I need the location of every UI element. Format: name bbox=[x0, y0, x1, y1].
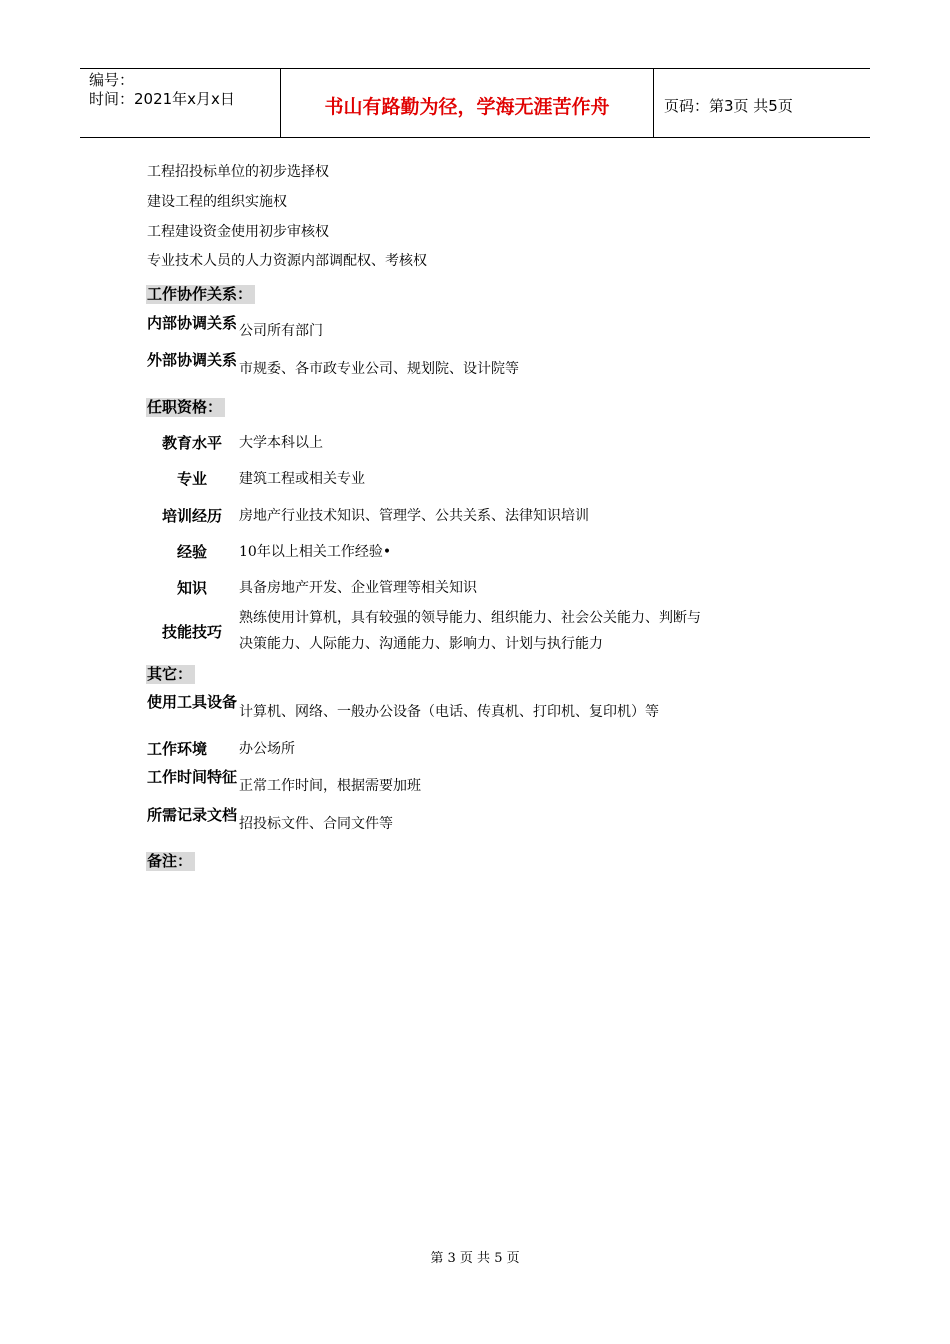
internal-coordination-label: 内部协调关系 bbox=[147, 314, 238, 332]
page-footer: 第 3 页 共 5 页 bbox=[430, 1251, 520, 1266]
experience-label: 经验 bbox=[176, 543, 207, 561]
records-value: 招投标文件、合同文件等 bbox=[239, 816, 393, 832]
environment-value: 办公场所 bbox=[239, 741, 295, 757]
training-value: 房地产行业技术知识、管理学、公共关系、法律知识培训 bbox=[239, 508, 589, 524]
document-date: 时间：2021年x月x日 bbox=[89, 90, 235, 108]
major-value: 建筑工程或相关专业 bbox=[239, 471, 365, 487]
knowledge-label: 知识 bbox=[176, 579, 207, 597]
knowledge-value: 具备房地产开发、企业管理等相关知识 bbox=[239, 580, 477, 596]
education-value: 大学本科以上 bbox=[239, 435, 323, 451]
training-label: 培训经历 bbox=[161, 507, 222, 525]
skills-value-line1: 熟练使用计算机，具有较强的领导能力、组织能力、社会公关能力、判断与 bbox=[239, 610, 701, 626]
external-coordination-label: 外部协调关系 bbox=[147, 351, 238, 369]
section-title-notes: 备注： bbox=[146, 852, 195, 871]
authority-item: 工程招投标单位的初步选择权 bbox=[147, 164, 329, 180]
authority-item: 建设工程的组织实施权 bbox=[147, 194, 287, 210]
document-number: 编号： bbox=[89, 71, 135, 89]
tools-value: 计算机、网络、一般办公设备（电话、传真机、打印机、复印机）等 bbox=[239, 704, 659, 720]
page-header bbox=[80, 68, 870, 138]
section-title-qualifications: 任职资格： bbox=[146, 398, 225, 417]
major-label: 专业 bbox=[176, 470, 207, 488]
section-title-other: 其它： bbox=[146, 665, 195, 684]
internal-coordination-value: 公司所有部门 bbox=[239, 323, 323, 339]
header-motto: 书山有路勤为径，学海无涯苦作舟 bbox=[281, 69, 654, 137]
work-time-label: 工作时间特征 bbox=[147, 768, 238, 786]
tools-label: 使用工具设备 bbox=[147, 693, 238, 711]
section-title-cooperation: 工作协作关系： bbox=[146, 285, 255, 304]
skills-value-line2: 决策能力、人际能力、沟通能力、影响力、计划与执行能力 bbox=[239, 636, 603, 652]
records-label: 所需记录文档 bbox=[147, 806, 238, 824]
skills-label: 技能技巧 bbox=[161, 623, 222, 641]
header-meta bbox=[80, 69, 281, 137]
experience-value: 10年以上相关工作经验• bbox=[239, 544, 392, 560]
environment-label: 工作环境 bbox=[147, 740, 208, 758]
external-coordination-value: 市规委、各市政专业公司、规划院、设计院等 bbox=[239, 361, 519, 377]
authority-item: 工程建设资金使用初步审核权 bbox=[147, 224, 329, 240]
education-label: 教育水平 bbox=[161, 434, 222, 452]
authority-item: 专业技术人员的人力资源内部调配权、考核权 bbox=[147, 253, 427, 269]
work-time-value: 正常工作时间，根据需要加班 bbox=[239, 778, 421, 794]
header-page-number: 页码：第3页 共5页 bbox=[664, 96, 793, 115]
